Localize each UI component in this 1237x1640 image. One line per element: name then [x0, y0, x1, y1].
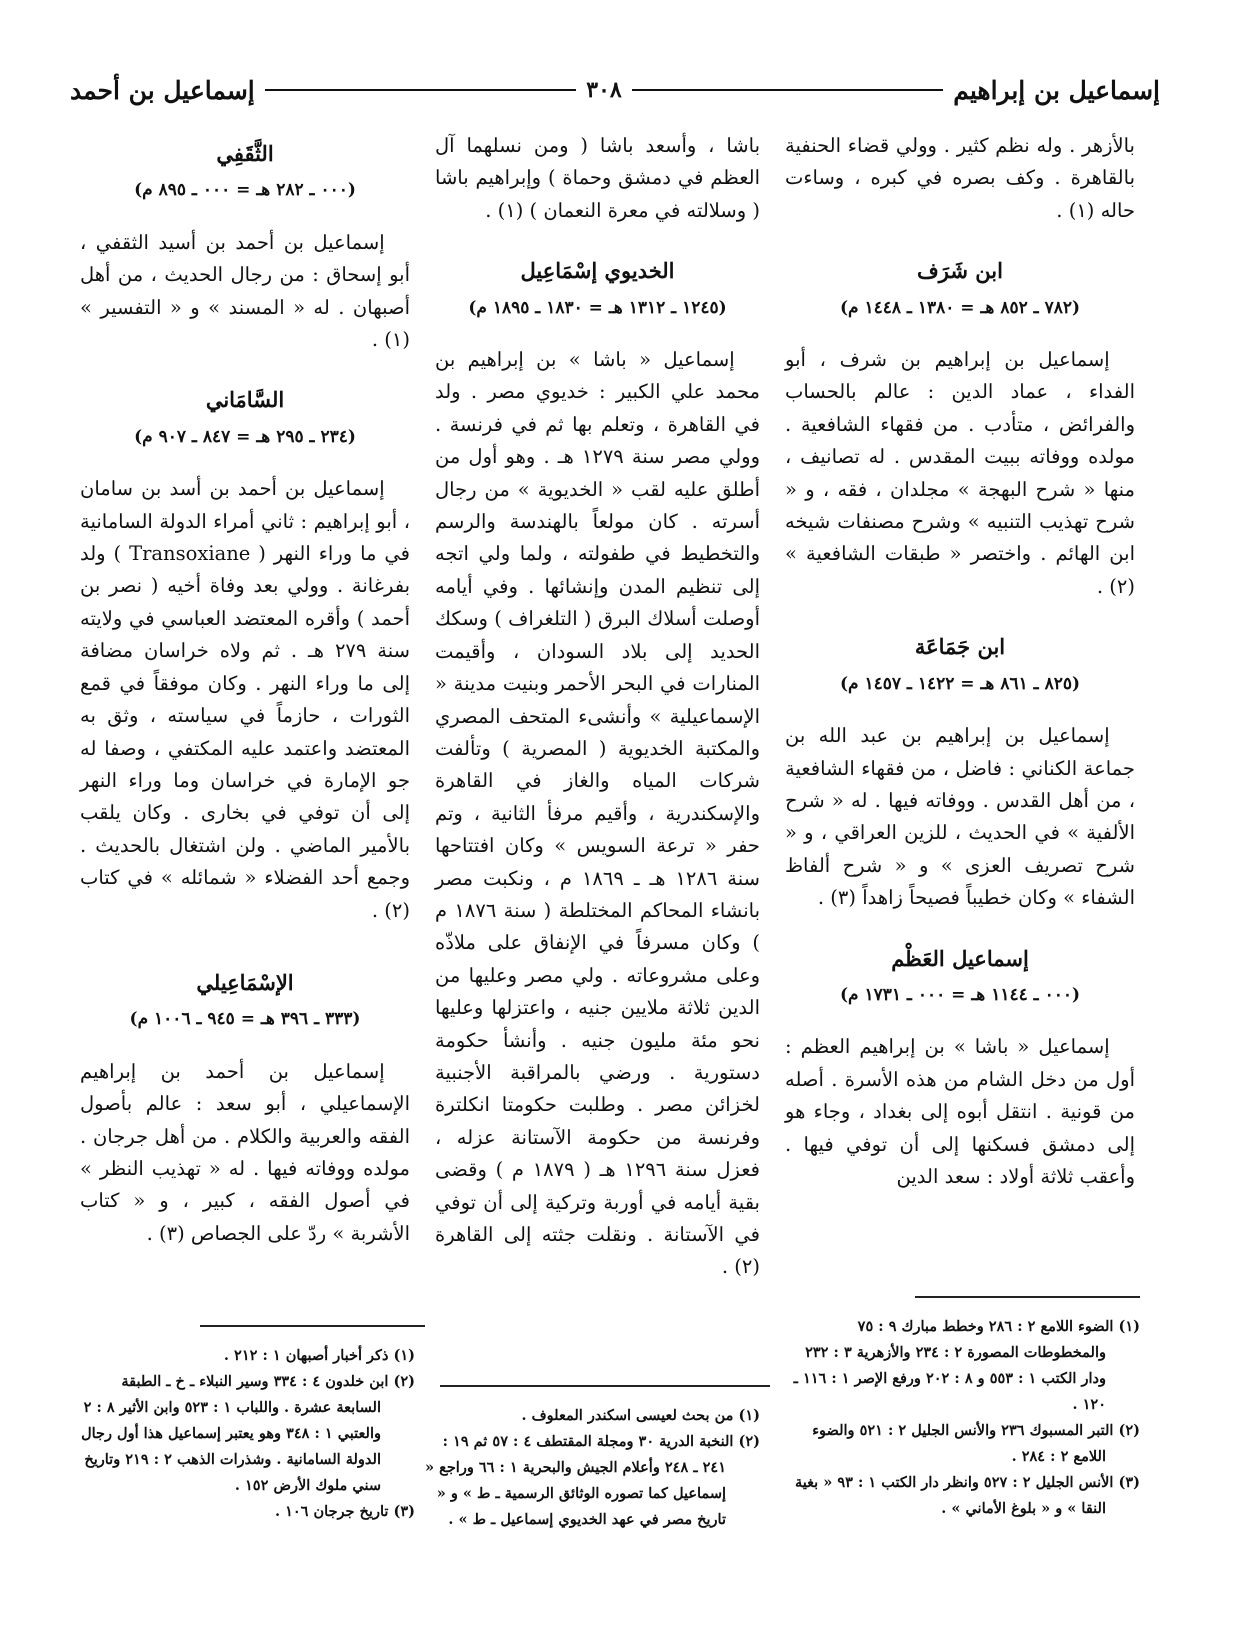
- continued-text: بالأزهر . وله نظم كثير . وولي قضاء الحنفية بالقاهرة . وكف بصره في كبره ، وساءت حاله (١) .: [785, 134, 1135, 222]
- entry-title: الخديوي إسْمَاعِيل: [520, 258, 675, 284]
- footnote-rule: [200, 1325, 425, 1327]
- footnote: (٣) تاريخ جرجان ١٠٦ .: [274, 1503, 415, 1520]
- footnote: (١) من بحث لعيسى اسكندر المعلوف .: [521, 1407, 760, 1424]
- footnote: (٢) النخبة الدرية ٣٠ ومجلة المقتطف ٤ : ٥٧ ثم ١٩ : ٢٤١ ـ ٢٤٨ وأعلام الجيش والبحرية ١ : ٦٦ وراجع « إسماعيل كما تصوره الوثائق الرسمية ـ ط » و « تاريخ مصر في عهد الخديوي إسماعيل ـ ط » .: [425, 1433, 760, 1528]
- header-rule: [632, 89, 944, 91]
- footnote: (٢) ابن خلدون ٤ : ٣٣٤ وسير النبلاء ـ خ ـ الطبقة السابعة عشرة . واللباب ١ : ٥٢٣ وابن الأثير ٨ : ٢ والعتبي ١ : ٣٤٨ وهو يعتبر إسماعيل هذا أول رجال الدولة السامانية . وشذرات الذهب ٢ : ٢١٩ وتاريخ سني ملوك الأرض ١٥٢ .: [81, 1373, 415, 1494]
- entry-title: إسماعيل العَظْم: [891, 945, 1029, 971]
- entry-dates: (٨٢٥ ـ ٨٦١ هـ = ١٤٢٢ ـ ١٤٥٧ م): [839, 673, 1081, 694]
- continued-text: باشا ، وأسعد باشا ( ومن نسلهما آل العظم في دمشق وحماة ) وإبراهيم باشا ( وسلالته في معرة النعمان ) (١) .: [435, 134, 760, 222]
- entry-text: إسماعيل بن أحمد بن أسيد الثقفي ، أبو إسحاق : من رجال الحديث ، من أهل أصبهان . له « المسند » و « التفسير » (١) .: [80, 230, 410, 352]
- footnotes-right: [785, 1296, 1140, 1522]
- entry-dates: (٠٠٠ ـ ١١٤٤ هـ = ٠٠٠ ـ ١٧٣١ م): [839, 984, 1081, 1005]
- running-header: [70, 72, 1160, 108]
- entry-dates: (٧٨٢ ـ ٨٥٢ هـ = ١٣٨٠ ـ ١٤٤٨ م): [839, 297, 1081, 318]
- entry-text: إسماعيل بن إبراهيم بن شرف ، أبو الفداء ، عماد الدين : عالم بالحساب والفرائض ، متأدب . من فقهاء الشافعية . مولده ووفاته ببيت المقدس . له تصانيف ، منها « شرح البهجة » مجلدان ، فقه ، و « شرح تهذيب التنبيه » وشرح مصنفات شيخه ابن الهائم . واختصر « طبقات الشافعية » (٢) .: [785, 348, 1135, 598]
- header-rule: [265, 89, 577, 91]
- entry-text: إسماعيل بن أحمد بن إبراهيم الإسماعيلي ، أبو سعد : عالم بأصول الفقه والعربية والكلام . من أهل جرجان . مولده ووفاته فيها . له « تهذيب النظر » في أصول الفقه ، كبير ، و « كتاب الأشربة » ردّ على الجصاص (٣) .: [80, 1059, 410, 1245]
- entry-title: الثَّقَفِي: [216, 141, 274, 166]
- entry-title: السَّامَاني: [205, 387, 285, 413]
- entry-title: ابن جَمَاعَة: [914, 634, 1006, 660]
- footnote: (١) الضوء اللامع ٢ : ٢٨٦ وخطط مبارك ٩ : ٧٥ والمخطوطات المصورة ٢ : ٢٣٤ والأزهرية ٣ : ٢٣٢ ودار الكتب ١ : ٥٥٣ و ٨ : ٢٠٢ ورفع الإصر ١ : ١١٦ ـ ١٢٠ .: [793, 1318, 1140, 1413]
- entry-dates: (٠٠٠ ـ ٢٨٢ هـ = ٠٠٠ ـ ٨٩٥ م): [134, 180, 356, 201]
- footnote-rule: [440, 1385, 770, 1387]
- entry-dates: (٣٣٣ ـ ٣٩٦ هـ = ٩٤٥ ـ ١٠٠٦ م): [129, 1009, 361, 1030]
- entry-text: إسماعيل بن أحمد بن أسد بن سامان ، أبو إبراهيم : ثاني أمراء الدولة السامانية في ما وراء النهر ( Transoxiane ) ولد بفرغانة . وولي بعد وفاة أخيه ( نصر بن أحمد ) وأقره المعتضد العباسي في ولايته سنة ٢٧٩ هـ . ثم ولاه خراسان مضافة إلى ما وراء النهر . وكان موفقاً في قمع الثورات ، حازماً في سياسته ، وثق به المعتضد واعتمد عليه المكتفي ، وصفا له جو الإمارة في خراسان وما وراء النهر إلى أن توفي في بخارى . وكان يلقب بالأمير الماضي . ولن اشتغال بالحديث . وجمع أحد الفضلاء « شمائله » في كتاب (٢) .: [80, 477, 410, 922]
- entry-text: إسماعيل « باشا » بن إبراهيم العظم : أول من دخل الشام من هذه الأسرة . أصله من قونية . انتقل أبوه إلى بغداد ، وجاء هو إلى دمشق فسكنها إلى أن توفي فيها . وأعقب ثلاثة أولاد : سعد الدين: [785, 1035, 1135, 1188]
- entry-dates: (٢٣٤ ـ ٢٩٥ هـ = ٨٤٧ ـ ٩٠٧ م): [134, 426, 356, 447]
- entry-title: ابن شَرَف: [917, 258, 1003, 284]
- footnote: (٣) الأنس الجليل ٢ : ٥٢٧ وانظر دار الكتب ١ : ٩٣ « بغية النقا » و « بلوغ الأماني » .: [795, 1474, 1140, 1517]
- header-left-title: إسماعيل بن أحمد: [69, 75, 255, 105]
- column-middle: [435, 130, 760, 1284]
- footnotes-left: [75, 1325, 415, 1525]
- column-right: [785, 130, 1135, 1193]
- page-number: ٣٠٨: [586, 77, 622, 103]
- entry-title: الإسْمَاعِيلي: [196, 969, 294, 995]
- footnote: (١) ذكر أخبار أصبهان ١ : ٢١٢ .: [223, 1347, 415, 1364]
- column-left: [80, 130, 410, 1250]
- entry-text: إسماعيل « باشا » بن إبراهيم بن محمد علي الكبير : خديوي مصر . ولد في القاهرة ، وتعلم بها ثم في فرنسة . وولي مصر سنة ١٢٧٩ هـ . وهو أول من أطلق عليه لقب « الخديوية » من رجال أسرته . كان مولعاً بالهندسة والرسم والتخطيط في طفولته ، ولما ولي اتجه إلى تنظيم المدن وإنشائها . وفي أيامه أوصلت أسلاك البرق ( التلغراف ) وسكك الحديد إلى بلاد السودان ، وأقيمت المنارات في البحر الأحمر وبنيت مدينة « الإسماعيلية » وأنشىء المتحف المصري والمكتبة الخديوية ( المصرية ) وتألفت شركات المياه والغاز في القاهرة والإسكندرية ، وأقيم مرفأ الثانية ، وتم حفر « ترعة السويس » وكان افتتاحها سنة ١٢٨٦ هـ ـ ١٨٦٩ م ، ونكبت مصر بانشاء المحاكم المختلطة ( سنة ١٨٧٦ م ) وكان مسرفاً في الإنفاق على ملاذّه وعلى مشروعاته . ولي مصر وعليها من الدين ثلاثة ملايين جنيه ، واعتزلها وعليها نحو مئة مليون جنيه . وأنشأ حكومة دستورية . ورضي بالمراقبة الأجنبية لخزائن مصر . وطلبت حكومتا انكلترة وفرنسة من حكومة الآستانة عزله ، فعزل سنة ١٢٩٦ هـ ( ١٨٧٩ م ) وقضى بقية أيامه في أوربة وتركية إلى أن توفي في الآستانة . ونقلت جثته إلى القاهرة (٢) .: [435, 348, 760, 1279]
- footnote: (٢) التبر المسبوك ٢٣٦ والأنس الجليل ٢ : ٥٢١ والضوء اللامع ٢ : ٢٨٤ .: [812, 1422, 1140, 1465]
- entry-dates: (١٢٤٥ ـ ١٣١٢ هـ = ١٨٣٠ ـ ١٨٩٥ م): [468, 297, 727, 318]
- entry-text: إسماعيل بن إبراهيم بن عبد الله بن جماعة الكناني : فاضل ، من فقهاء الشافعية ، من أهل القدس . ووفاته فيها . له « شرح الألفية » في الحديث ، للزين العراقي ، و « شرح تصريف العزى » و « شرح ألفاظ الشفاء » وكان خطيباً فصيحاً زاهداً (٣) .: [785, 724, 1135, 910]
- header-right-title: إسماعيل بن إبراهيم: [953, 75, 1160, 105]
- footnote-rule: [915, 1296, 1140, 1298]
- footnotes-middle: [425, 1385, 760, 1533]
